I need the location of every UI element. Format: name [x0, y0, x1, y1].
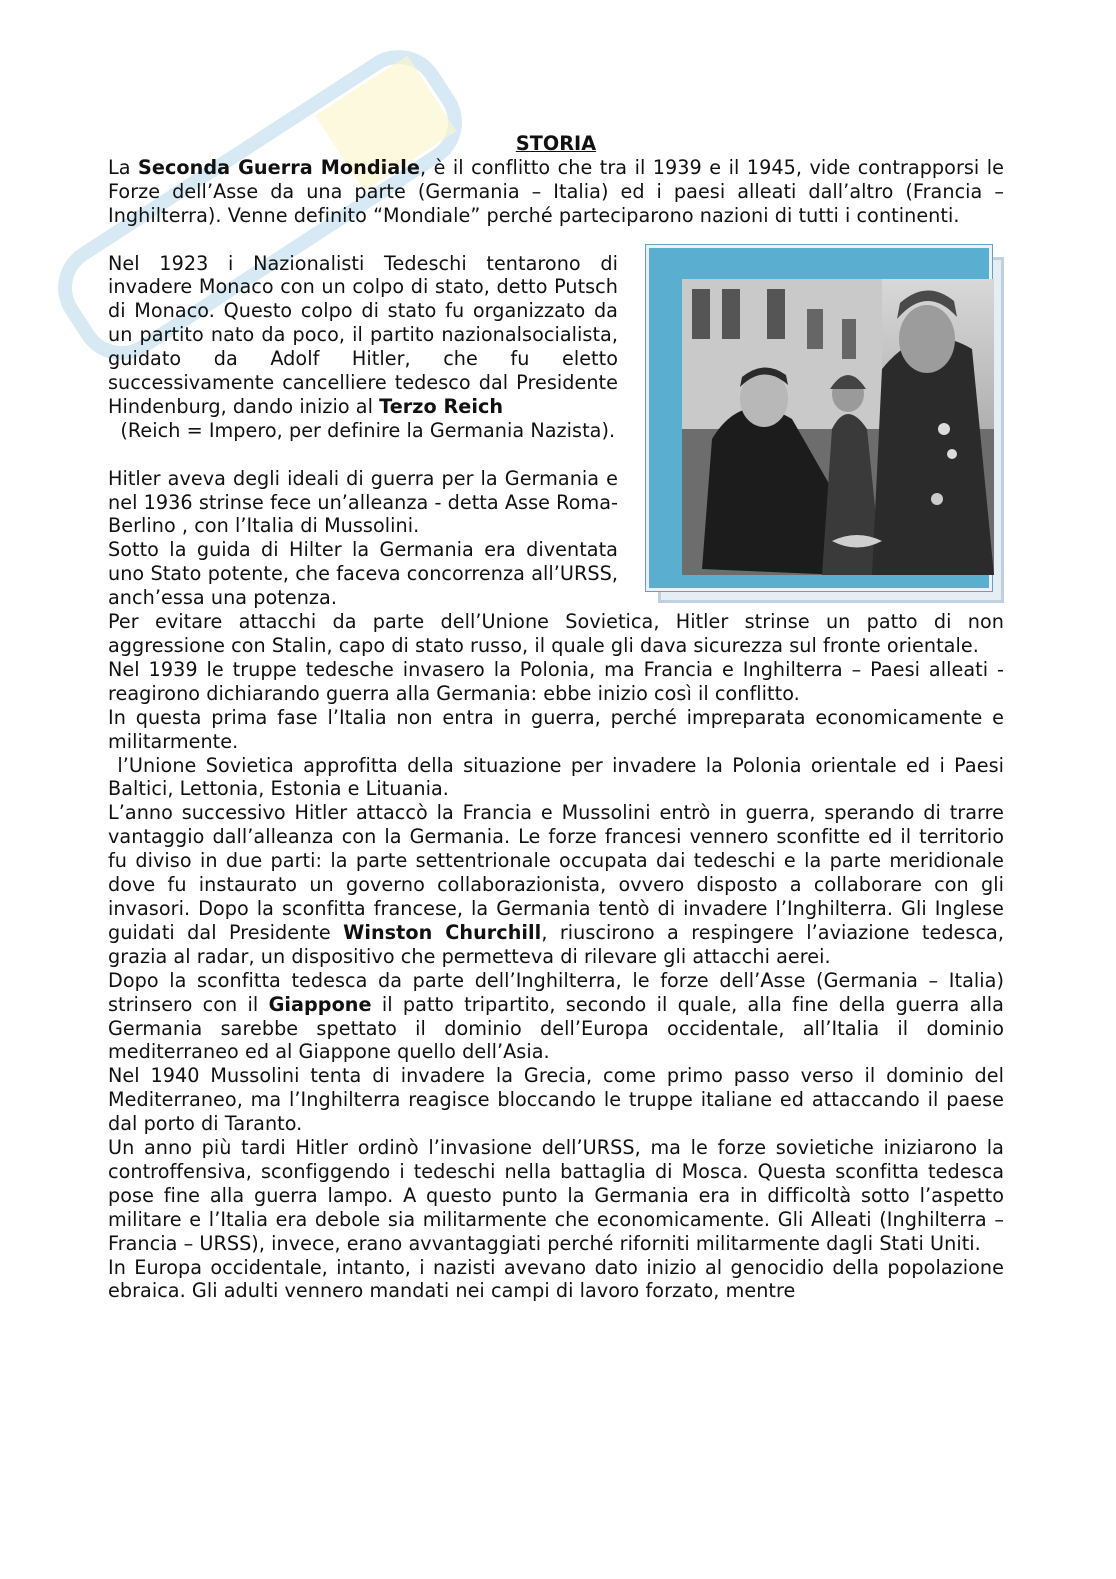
paragraph-unione-sovietica: l’Unione Sovietica approfitta della situazione per invadere la Polonia orientale ed i Paesi Baltici, Lettonia, Estonia e Lituania. [108, 753, 1011, 801]
document-page [108, 132, 1011, 1303]
paragraph-francia-inghilterra: L’anno successivo Hitler attaccò la Francia e Mussolini entrò in guerra, sperando di trarre vantaggio dall’alleanza con la Germania. Le forze francesi vennero sconfitte ed il territorio fu diviso in due parti: la parte settentrionale occupata dai tedeschi e la parte meridionale dove fu instaurato un governo collaborazionista, ovvero disposto a collaborare con gli invasori. Dopo la sconfitta francese, la Germania tentò di invadere l’Inghilterra. Gli Inglese guidati dal Presidente Winston Churchill, riuscirono a respingere l’aviazione tedesca, grazia al radar, un dispositivo che permetteva di rilevare gli attacchi aerei. [108, 801, 1005, 968]
paragraph-asse-roma-berlino: Hitler aveva degli ideali di guerra per la Germania e nel 1936 strinse fece un’alleanza - detta Asse Roma-Berlino , con l’Italia di Mussolini. [108, 466, 618, 538]
term-giappone: Giappone [268, 992, 372, 1016]
photo-figure [646, 245, 1006, 605]
paragraph-italia-prima-fase: In questa prima fase l’Italia non entra in guerra, perché impreparata economicamente e militarmente. [108, 705, 1004, 753]
paragraph-invasione-polonia: Nel 1939 le truppe tedesche invasero la Polonia, ma Francia e Inghilterra – Paesi alleati - reagirono dichiarando guerra alla Germania: ebbe inizio così il conflitto. [108, 657, 1004, 705]
paragraph-urss: Un anno più tardi Hitler ordinò l’invasione dell’URSS, ma le forze sovietiche iniziarono la controffensiva, sconfiggendo i tedeschi nella battaglia di Mosca. Questa sconfitta tedesca pose fine alla guerra lampo. A questo punto la Germania era in difficoltà sotto l’aspetto militare e l’Italia era debole sia militarmente che economicamente. Gli Alleati (Inghilterra – Francia – URSS), invece, erano avvantaggiati perché riforniti militarmente dagli Stati Uniti. [108, 1136, 1004, 1255]
paragraph-grecia: Nel 1940 Mussolini tenta di invadere la Grecia, come primo passo verso il dominio del Mediterraneo, ma l’Inghilterra reagisce bloccando le truppe italiane ed attaccando il paese dal porto di Taranto. [108, 1064, 1004, 1136]
photo-hitler-hindenburg [682, 279, 994, 575]
term-terzo-reich: Terzo Reich [379, 394, 504, 418]
intro-paragraph: La Seconda Guerra Mondiale, è il conflitto che tra il 1939 e il 1945, vide contrapporsi le Forze dell’Asse da una parte (Germania – Italia) ed i paesi alleati dall’altro (Francia – Inghilterra). Venne definito “Mondiale” perché parteciparono nazioni di tutti i continenti. [108, 155, 1004, 227]
page-title: STORIA [515, 132, 597, 155]
term-seconda-guerra-mondiale: Seconda Guerra Mondiale [138, 155, 420, 179]
paragraph-putsch: Nel 1923 i Nazionalisti Tedeschi tentarono di invadere Monaco con un colpo di stato, detto Putsch di Monaco. Questo colpo di stato fu organizzato da un partito nato da poco, il partito nazionalsocialista, guidato da Adolf Hitler, che fu eletto successivamente cancelliere tedesco dal Presidente Hindenburg, dando inizio al Terzo Reich (Reich = Impero, per definire la Germania Nazista). [108, 251, 618, 442]
paragraph-stato-potente: Sotto la guida di Hilter la Germania era diventata uno Stato potente, che faceva concorrenza all’URSS, anch’essa una potenza. [108, 538, 618, 610]
paragraph-patto-stalin: Per evitare attacchi da parte dell’Unione Sovietica, Hitler strinse un patto di non aggressione con Stalin, capo di stato russo, il quale gli dava sicurezza sul fronte orientale. [108, 610, 1004, 657]
paragraph-genocidio: In Europa occidentale, intanto, i nazisti avevano dato inizio al genocidio della popolazione ebraica. Gli adulti vennero mandati nei campi di lavoro forzato, mentre [108, 1255, 1004, 1303]
term-winston-churchill: Winston Churchill [343, 920, 542, 944]
paragraph-patto-tripartito: Dopo la sconfitta tedesca da parte dell’Inghilterra, le forze dell’Asse (Germania – Italia) strinsero con il Giappone il patto tripartito, secondo il quale, alla fine della guerra alla Germania sarebbe spettato il dominio dell’Europa occidentale, all’Italia il dominio mediterraneo ed al Giappone quello dell’Asia. [108, 968, 1004, 1064]
